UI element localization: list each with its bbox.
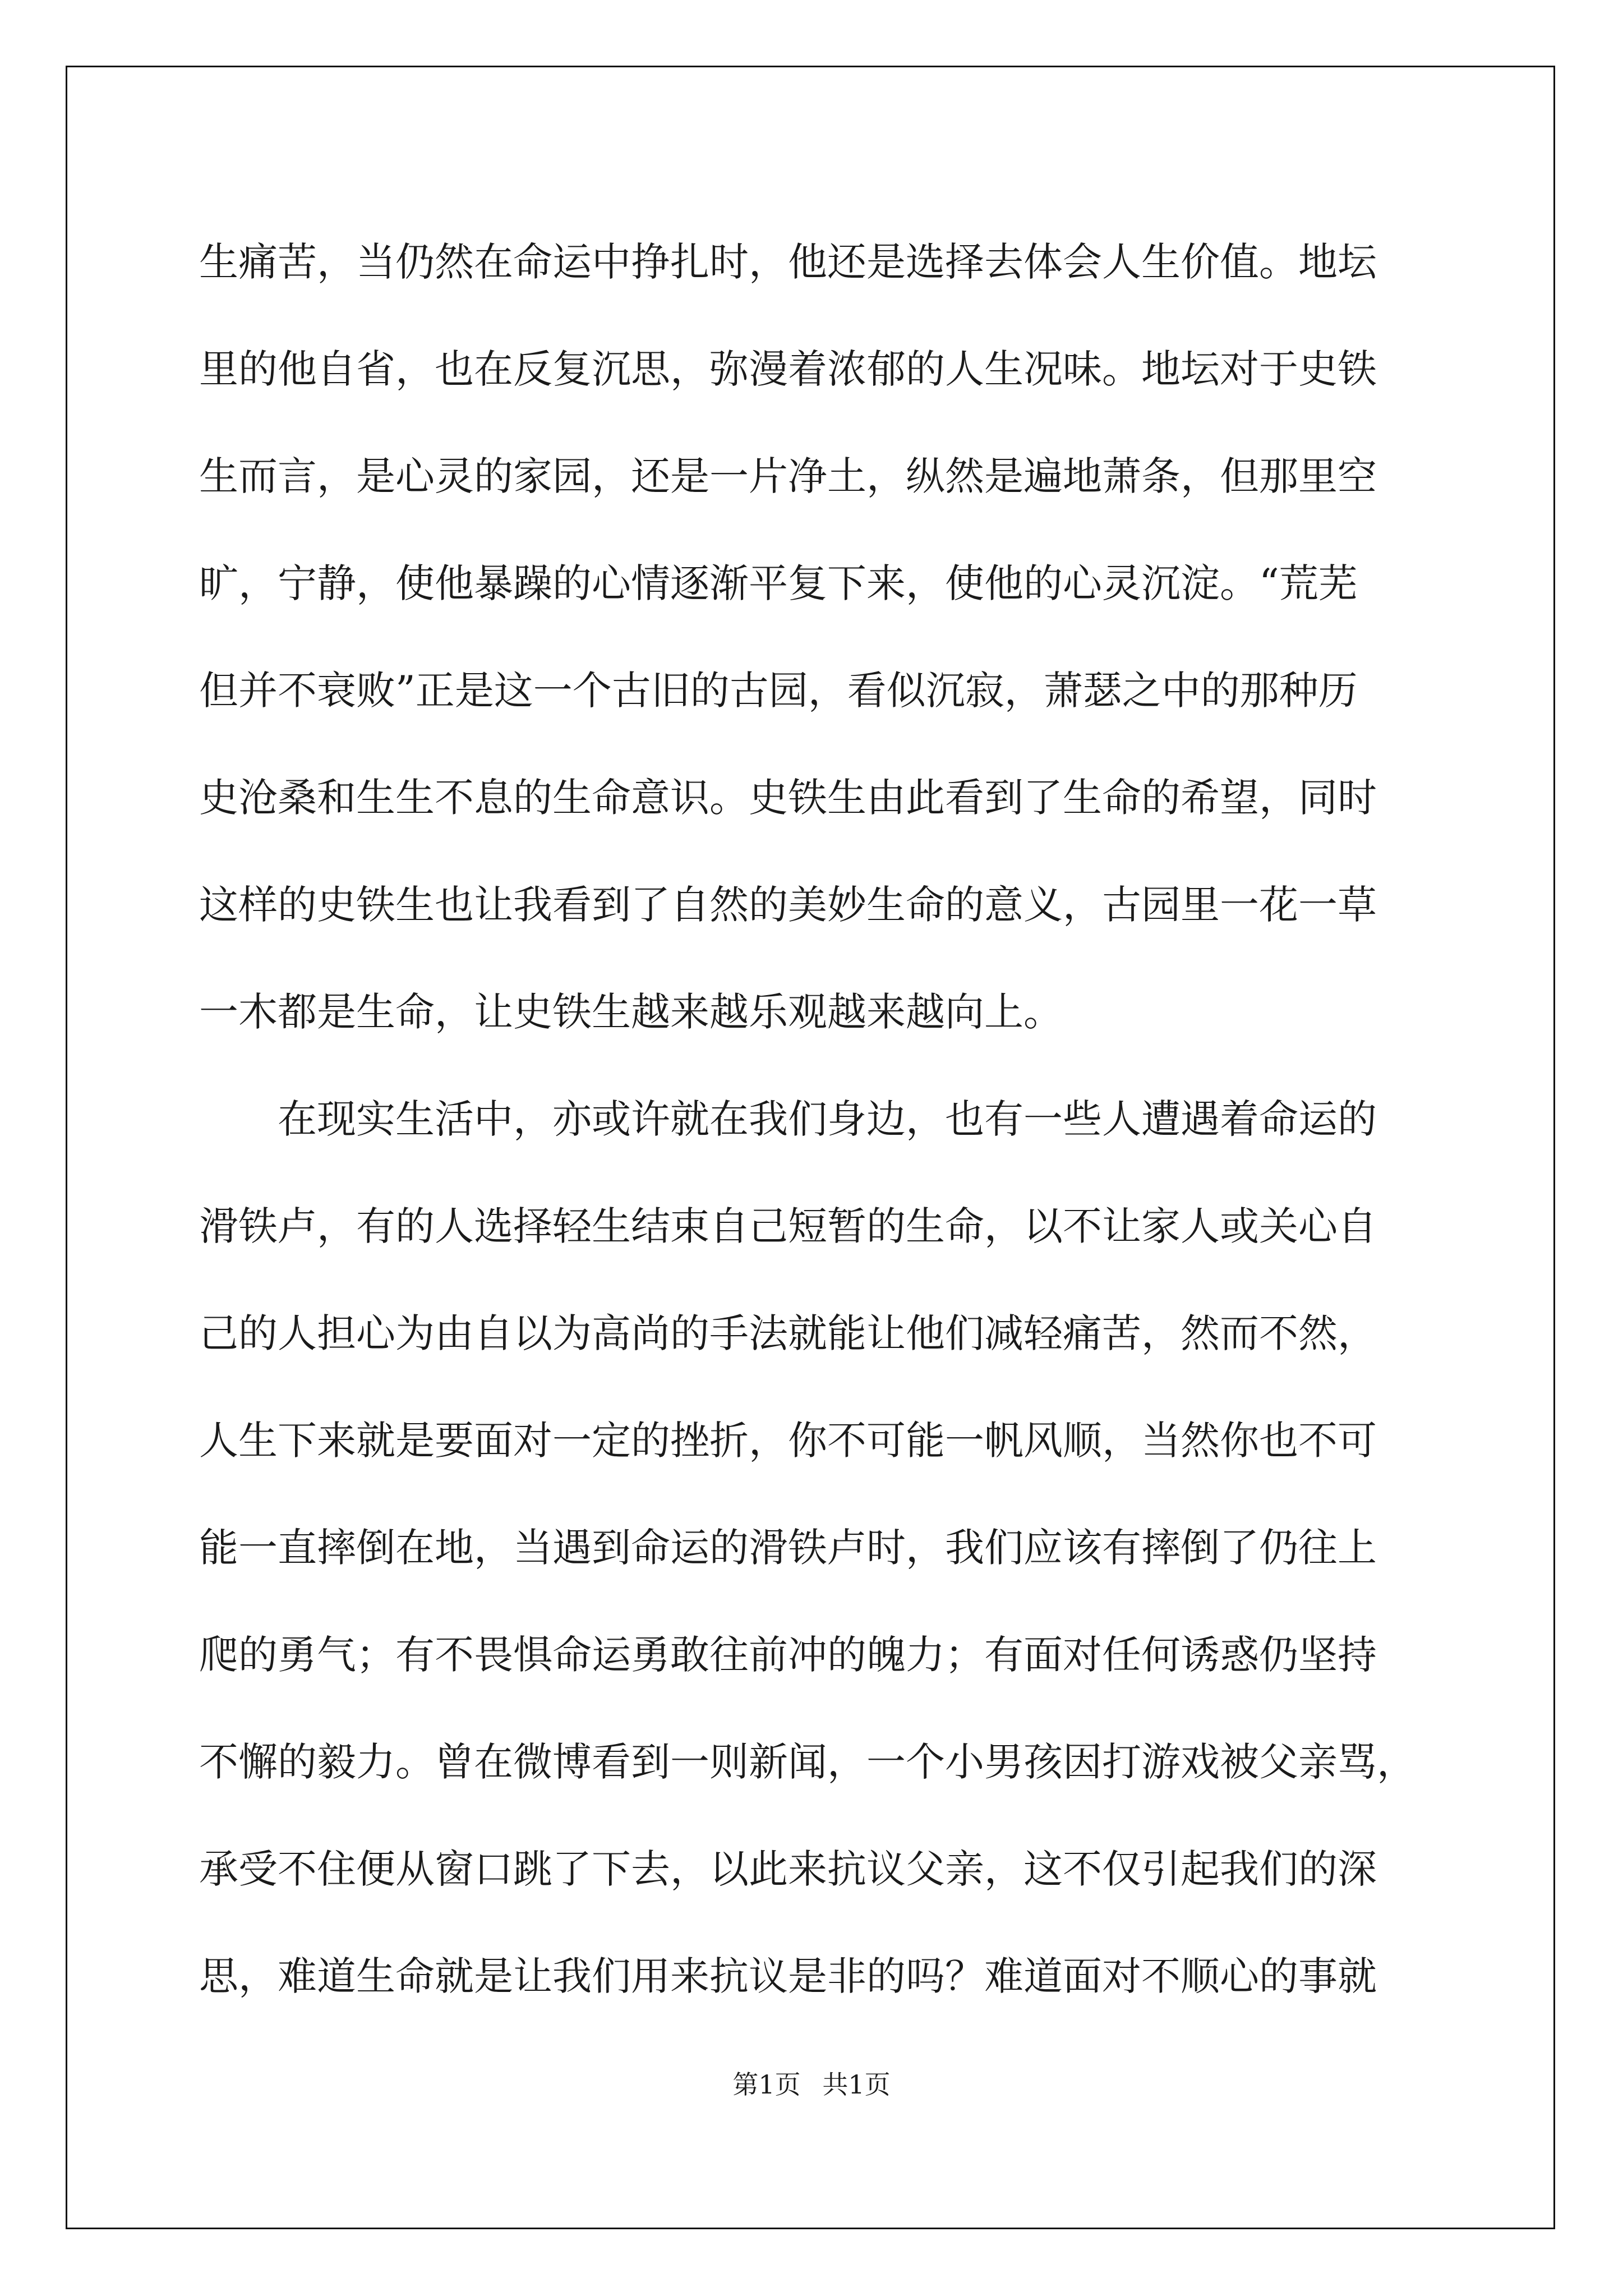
document-body (199, 209, 1444, 2030)
text-line: 己的人担心为由自以为高尚的手法就能让他们减轻痛苦，然而不然， (199, 1310, 1377, 1356)
text-line: 人生下来就是要面对一定的挫折，你不可能一帆风顺，当然你也不可 (199, 1418, 1377, 1464)
text-line: 生痛苦，当仍然在命运中挣扎时，他还是选择去体会人生价值。地坛 (199, 239, 1377, 285)
page-number: 第1页 (732, 2069, 801, 2100)
text-line: 史沧桑和生生不息的生命意识。史铁生由此看到了生命的希望，同时 (199, 775, 1377, 821)
page-footer (0, 2064, 1623, 2101)
text-line: 旷，宁静，使他暴躁的心情逐渐平复下来，使他的心灵沉淀。“荒芜 (199, 560, 1358, 606)
text-line: 一木都是生命，让史铁生越来越乐观越来越向上。 (199, 989, 1063, 1035)
text-line: 思，难道生命就是让我们用来抗议是非的吗？难道面对不顺心的事就 (199, 1953, 1377, 1999)
text-line: 能一直摔倒在地，当遇到命运的滑铁卢时，我们应该有摔倒了仍往上 (199, 1525, 1377, 1571)
text-line: 不懈的毅力。曾在微博看到一则新闻，一个小男孩因打游戏被父亲骂， (199, 1739, 1416, 1785)
text-line: 这样的史铁生也让我看到了自然的美妙生命的意义，古园里一花一草 (199, 882, 1377, 928)
text-line: 滑铁卢，有的人选择轻生结束自己短暂的生命，以不让家人或关心自 (199, 1203, 1377, 1249)
page-total: 共1页 (822, 2069, 891, 2100)
text-line: 生而言，是心灵的家园，还是一片净土，纵然是遍地萧条，但那里空 (199, 453, 1377, 499)
paragraph-start-line: 在现实生活中，亦或许就在我们身边，也有一些人遭遇着命运的 (278, 1096, 1377, 1142)
text-line: 里的他自省，也在反复沉思，弥漫着浓郁的人生况味。地坛对于史铁 (199, 346, 1377, 392)
text-line: 爬的勇气；有不畏惧命运勇敢往前冲的魄力；有面对任何诱惑仍坚持 (199, 1632, 1377, 1678)
text-line: 承受不住便从窗口跳了下去，以此来抗议父亲，这不仅引起我们的深 (199, 1846, 1377, 1892)
text-line: 但并不衰败”正是这一个古旧的古园，看似沉寂，萧瑟之中的那种历 (199, 668, 1358, 714)
